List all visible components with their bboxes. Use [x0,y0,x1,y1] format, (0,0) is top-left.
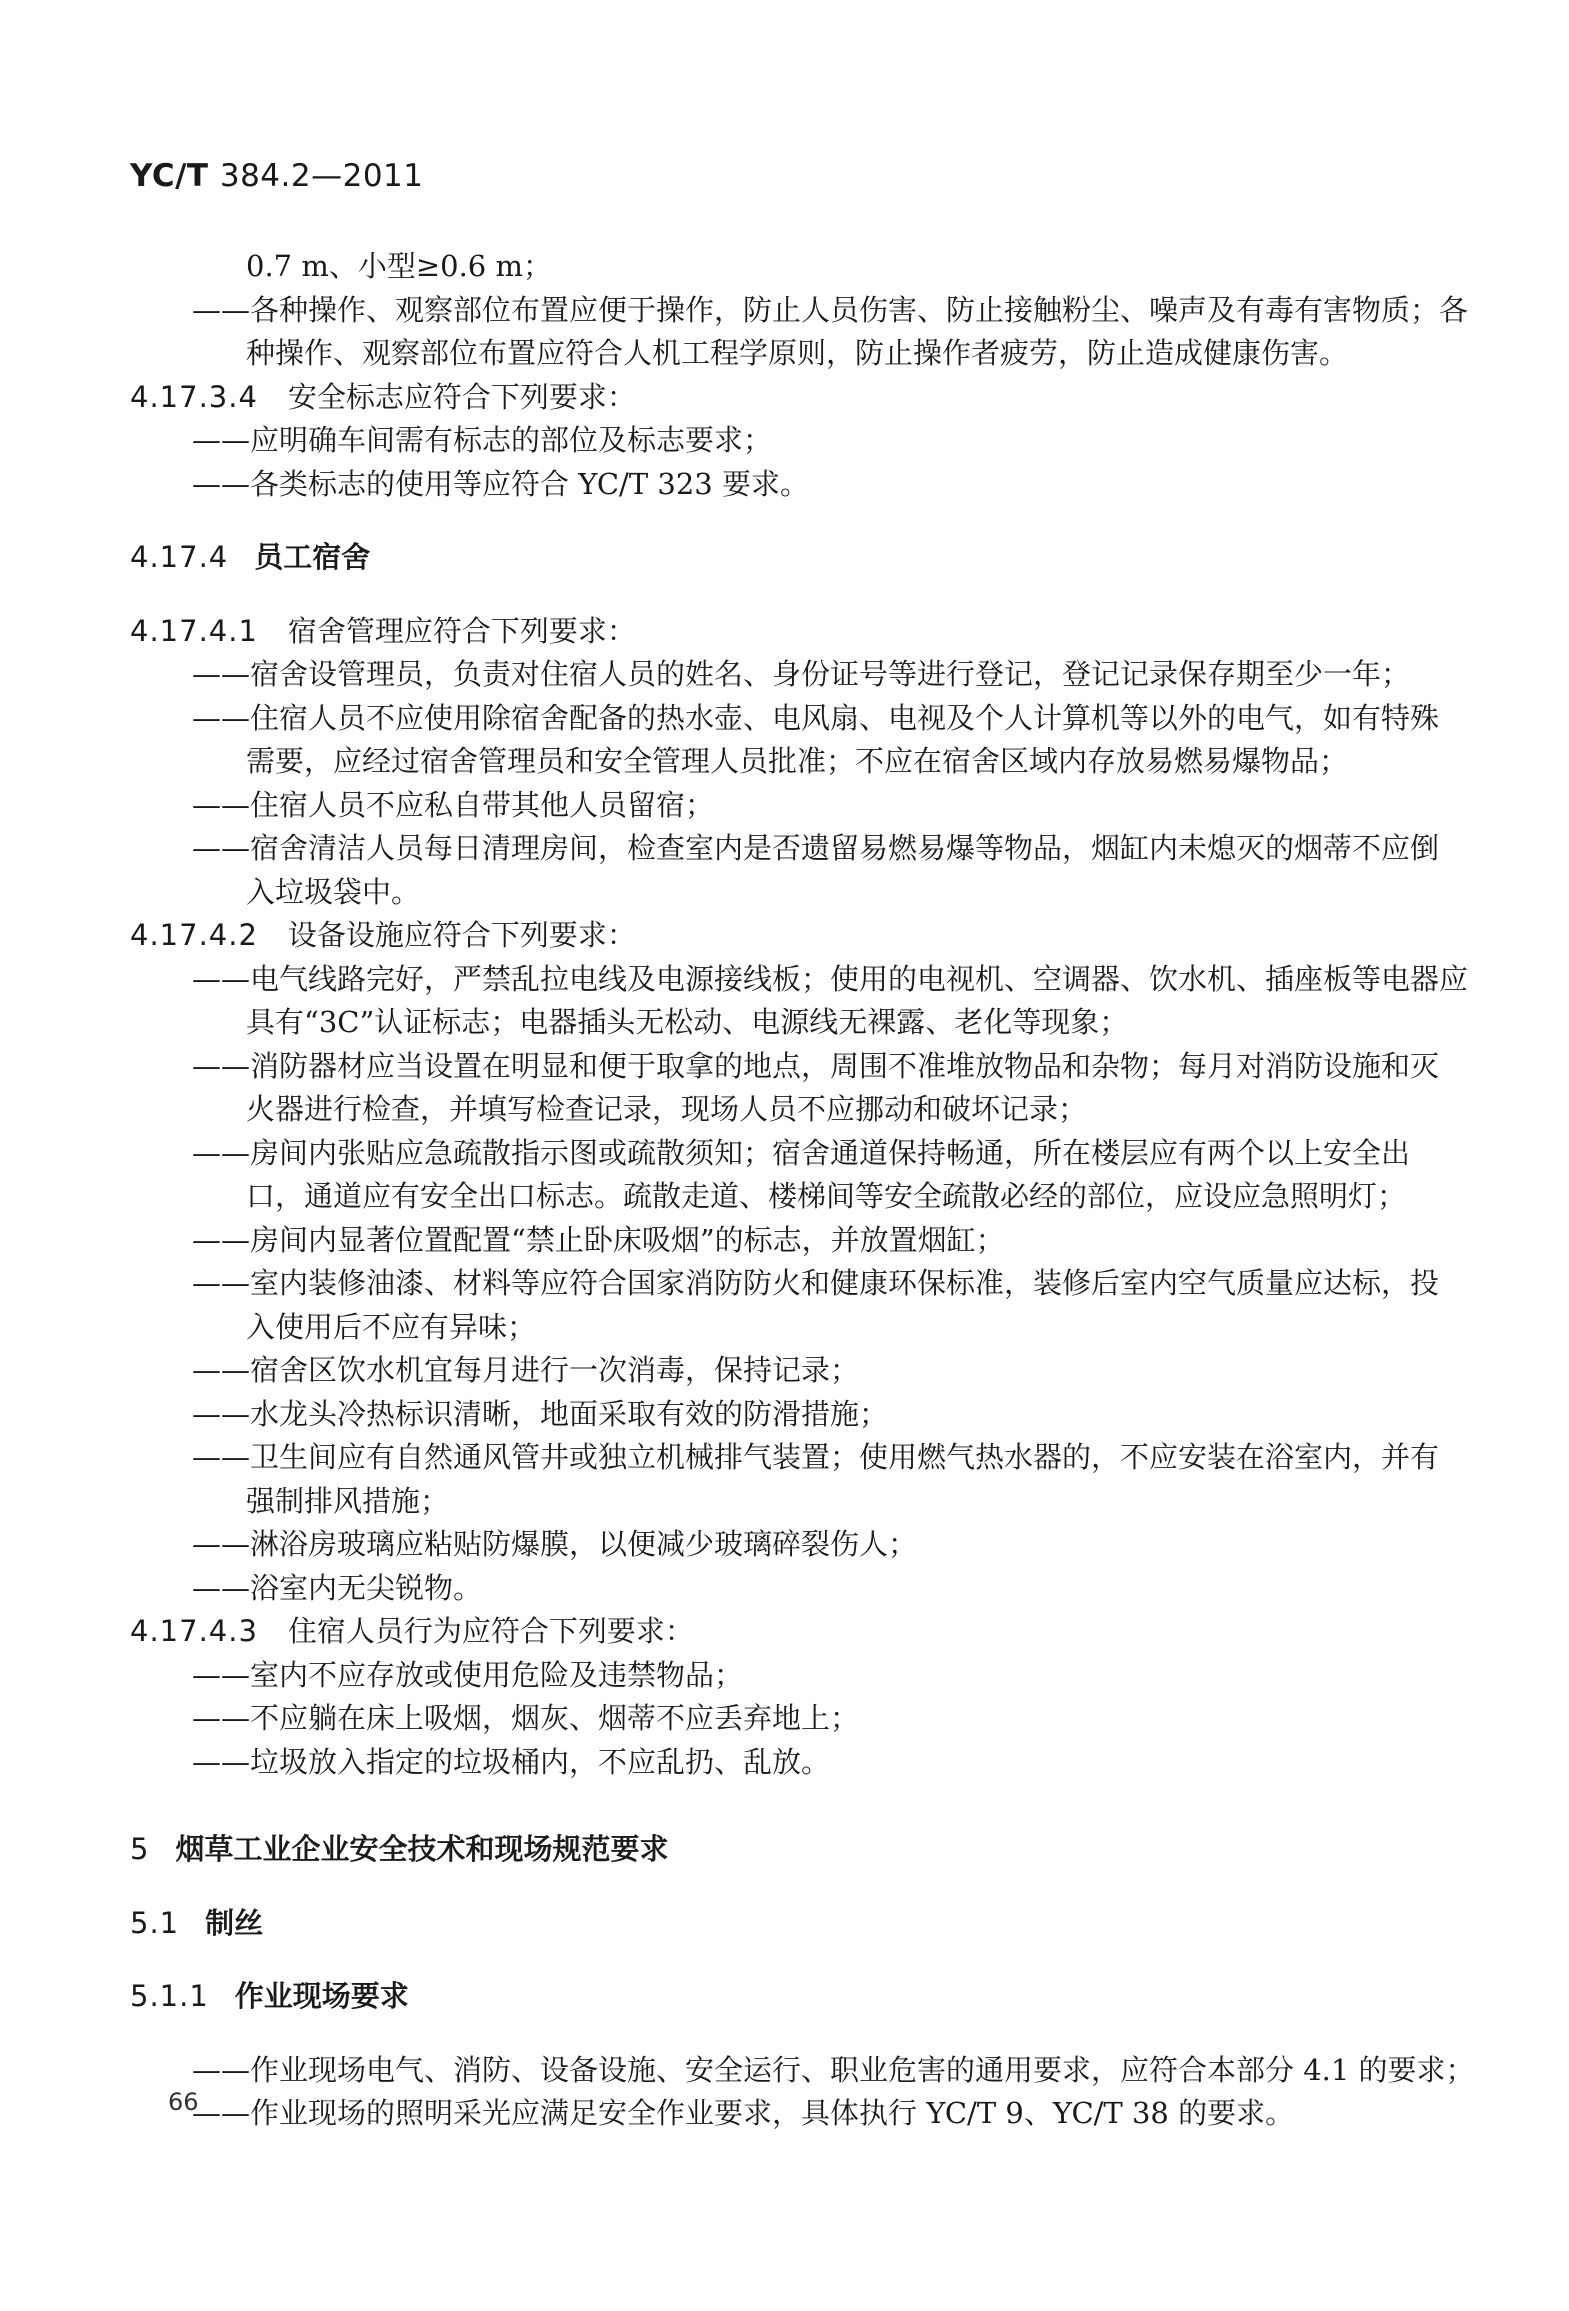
dash-item-line: ——各种操作、观察部位布置应便于操作，防止人员伤害、防止接触粉尘、噪声及有毒有害物质；各 [192,292,1469,327]
clause-text: 住宿人员行为应符合下列要求： [287,1614,694,1648]
clause-number: 4.17.3.4 [130,379,258,414]
page-number: 66 [168,2088,199,2116]
chapter-heading-5 [130,1828,1410,1872]
continued-text-line: 需要，应经过宿舍管理员和安全管理人员批准；不应在宿舍区域内存放易燃易爆物品； [246,744,1349,778]
clause-number: 4.17.4.1 [130,613,258,648]
dash-item-line: ——消防器材应当设置在明显和便于取拿的地点，周围不准堆放物品和杂物；每月对消防设施和灭 [192,1048,1440,1083]
dash-item-line: ——室内装修油漆、材料等应符合国家消防防火和健康环保标准，装修后室内空气质量应达标，投 [192,1266,1440,1300]
clause-text: 设备设施应符合下列要求： [287,918,636,952]
continued-text-line: 入使用后不应有异味； [246,1309,537,1344]
heading-number: 5.1 [130,1905,180,1940]
dash-item-line: ——电气线路完好，严禁乱拉电线及电源接线板；使用的电视机、空调器、饮水机、插座板等电器应 [192,961,1469,996]
list-item: ——应明确车间需有标志的部位及标志要求； [192,423,773,457]
clause-text: 安全标志应符合下列要求： [287,379,636,414]
clause-4-17-3-4 [130,376,1410,420]
list-item: ——作业现场的照明采光应满足安全作业要求，具体执行 YC/T 9、YC/T 38 的要求。 [192,2096,1295,2130]
heading-number: 4.17.4 [130,540,229,574]
list-item: ——不应躺在床上吸烟，烟灰、烟蒂不应丢弃地上； [192,1701,860,1735]
continued-text-line: 0.7 m、小型≥0.6 m； [246,249,552,283]
section-heading-5-1 [130,1902,1410,1946]
standard-number: 384.2—2011 [219,158,424,194]
continued-text-line: 具有“3C”认证标志；电器插头无松动、电源线无裸露、老化等现象； [246,1005,1129,1039]
body-text [130,245,1475,2136]
list-item: ——垃圾放入指定的垃圾桶内，不应乱扔、乱放。 [192,1744,831,1779]
dash-item-line: ——卫生间应有自然通风管井或独立机械排气装置；使用燃气热水器的，不应安装在浴室内，并有 [192,1440,1440,1474]
continued-text-line: 火器进行检查，并填写检查记录，现场人员不应挪动和破坏记录； [246,1092,1088,1126]
continued-text-line: 口，通道应有安全出口标志。疏散走道、楼梯间等安全疏散必经的部位，应设应急照明灯； [246,1179,1407,1213]
dash-item-line: ——住宿人员不应私自带其他人员留宿； [192,787,715,822]
section-heading-5-1-1 [130,1975,1410,2019]
continued-text-line: 种操作、观察部位布置应符合人机工程学原则，防止操作者疲劳，防止造成健康伤害。 [246,336,1349,370]
dash-item-line: ——水龙头冷热标识清晰，地面采取有效的防滑措施； [192,1396,889,1431]
heading-title: 员工宿舍 [254,540,371,574]
dash-item-line: ——浴室内无尖锐物。 [192,1570,483,1605]
standard-code: YC/T [130,158,209,194]
clause-4-17-4-3 [130,1610,1410,1654]
dash-item-line: ——宿舍设管理员，负责对住宿人员的姓名、身份证号等进行登记，登记记录保存期至少一年； [192,657,1411,691]
heading-title: 作业现场要求 [234,1979,409,2013]
heading-title: 制丝 [205,1905,264,1940]
continued-text-line: 强制排风措施； [246,1483,450,1518]
clause-4-17-4-1 [130,610,1410,654]
clause-4-17-4-2 [130,914,1410,958]
dash-item-line: ——淋浴房玻璃应粘贴防爆膜，以便减少玻璃碎裂伤人； [192,1527,918,1561]
clause-number: 4.17.4.2 [130,918,258,952]
dash-item-line: ——宿舍区饮水机宜每月进行一次消毒，保持记录； [192,1353,860,1387]
section-heading-4-17-4 [130,536,1410,580]
list-item: ——各类标志的使用等应符合 YC/T 323 要求。 [192,466,809,501]
clause-number: 4.17.4.3 [130,1614,258,1648]
dash-item-line: ——住宿人员不应使用除宿舍配备的热水壶、电风扇、电视及个人计算机等以外的电气，如有特殊 [192,700,1440,735]
dash-item-line: ——宿舍清洁人员每日清理房间，检查室内是否遗留易燃易爆等物品，烟缸内未熄灭的烟蒂不应倒 [192,831,1440,865]
dash-item-line: ——房间内显著位置配置“禁止卧床吸烟”的标志，并放置烟缸； [192,1222,1005,1257]
list-item: ——室内不应存放或使用危险及违禁物品； [192,1657,744,1692]
continued-text-line: 入垃圾袋中。 [246,874,421,909]
dash-item-line: ——房间内张贴应急疏散指示图或疏散须知；宿舍通道保持畅通，所在楼层应有两个以上安全出 [192,1135,1411,1170]
list-item: ——作业现场电气、消防、设备设施、安全运行、职业危害的通用要求，应符合本部分 4.1 的要求； [192,2052,1475,2087]
heading-title: 烟草工业企业安全技术和现场规范要求 [175,1832,669,1866]
clause-text: 宿舍管理应符合下列要求： [287,613,636,648]
standard-number-header [130,158,424,194]
heading-number: 5.1.1 [130,1979,209,2013]
heading-number: 5 [130,1832,150,1866]
